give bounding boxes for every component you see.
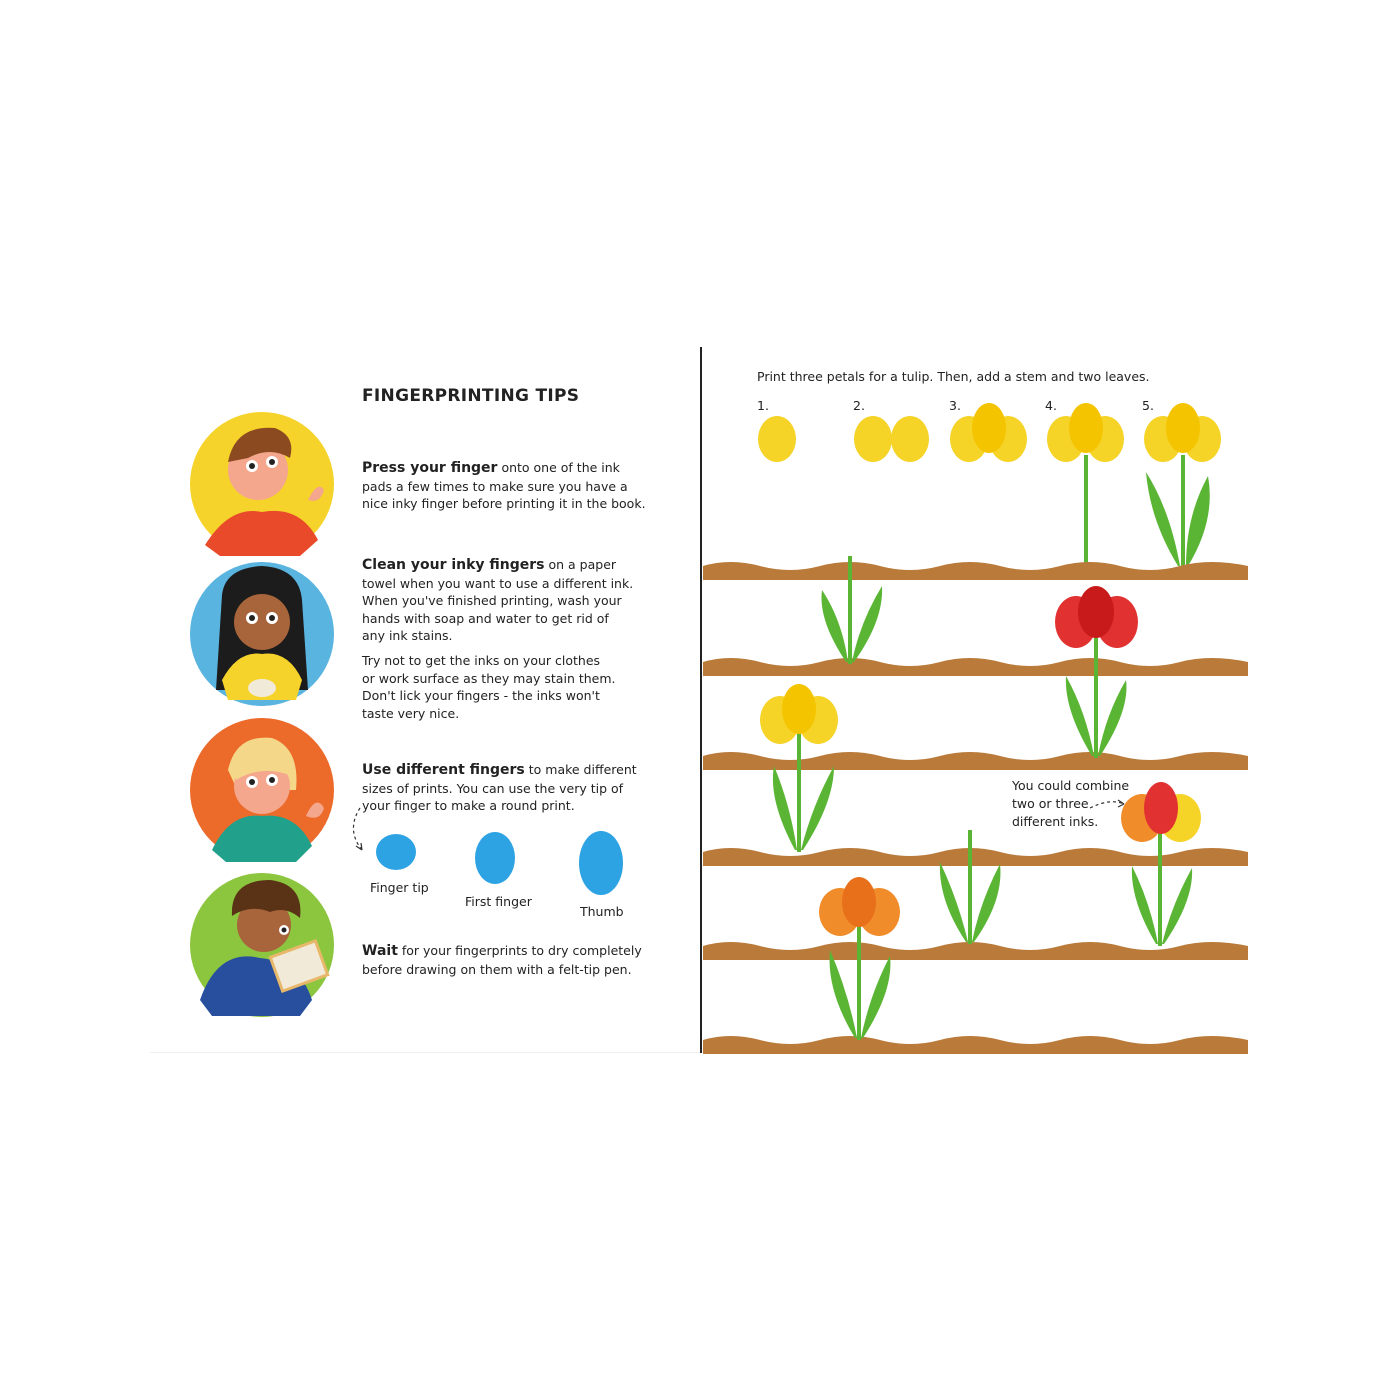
print-label-finger-tip: Finger tip <box>370 880 429 895</box>
tip-text: Try not to get the inks on your clothes <box>362 653 601 668</box>
tip-text: hands with soap and water to get rid of <box>362 610 609 626</box>
step-2: 2. <box>853 398 865 413</box>
step-1: 1. <box>757 398 769 413</box>
tip-text: to make different <box>524 762 637 777</box>
print-finger-tip <box>376 834 416 870</box>
tip-text: taste very nice. <box>362 705 460 721</box>
tip-text: nice inky finger before printing it in the book. <box>362 496 646 511</box>
print-thumb <box>579 831 623 895</box>
tip-text: onto one of the ink <box>497 460 620 475</box>
tip-text: for your fingerprints to dry completely <box>397 943 642 958</box>
tip-text: towel when you want to use a different ink. <box>362 575 634 591</box>
tip-heading: Press your finger <box>362 460 498 476</box>
child-avatar-1 <box>190 412 334 556</box>
tip-text: sizes of prints. You can use the very tip of <box>362 780 624 796</box>
print-label-thumb: Thumb <box>580 904 624 919</box>
tip-text: pads a few times to make sure you have a <box>362 478 628 494</box>
page-title: FINGERPRINTING TIPS <box>362 386 580 406</box>
tip-heading: Clean your inky fingers <box>362 557 545 573</box>
instruction-text: Print three petals for a tulip. Then, add a stem and two leaves. <box>757 369 1150 384</box>
step-5: 5. <box>1142 398 1154 413</box>
child-avatar-2 <box>190 562 334 706</box>
tip-heading: Use different fingers <box>362 762 525 778</box>
tip-text: Don't lick your fingers - the inks won't <box>362 688 600 703</box>
tip-text: before drawing on them with a felt-tip pen. <box>362 961 632 977</box>
tip-text: your finger to make a round print. <box>362 798 575 813</box>
tip-text: on a paper <box>544 557 617 572</box>
step-4: 4. <box>1045 398 1057 413</box>
tulip-steps <box>758 403 1221 568</box>
print-first-finger <box>475 832 515 884</box>
hint-text: You could combine <box>1012 778 1130 793</box>
fingerprint-samples <box>353 808 623 895</box>
tip-heading: Wait <box>362 943 398 959</box>
tip-text: When you've finished printing, wash your <box>362 593 622 608</box>
field-tulips <box>760 556 1201 1040</box>
print-label-first-finger: First finger <box>465 894 532 909</box>
tip-text: any ink stains. <box>362 628 453 643</box>
tip-text: or work surface as they may stain them. <box>362 670 616 686</box>
hint-text: two or three <box>1012 796 1089 811</box>
step-3: 3. <box>949 398 961 413</box>
hint-text: different inks. <box>1012 814 1099 829</box>
child-avatar-3 <box>190 718 334 862</box>
child-avatar-4 <box>190 873 334 1017</box>
